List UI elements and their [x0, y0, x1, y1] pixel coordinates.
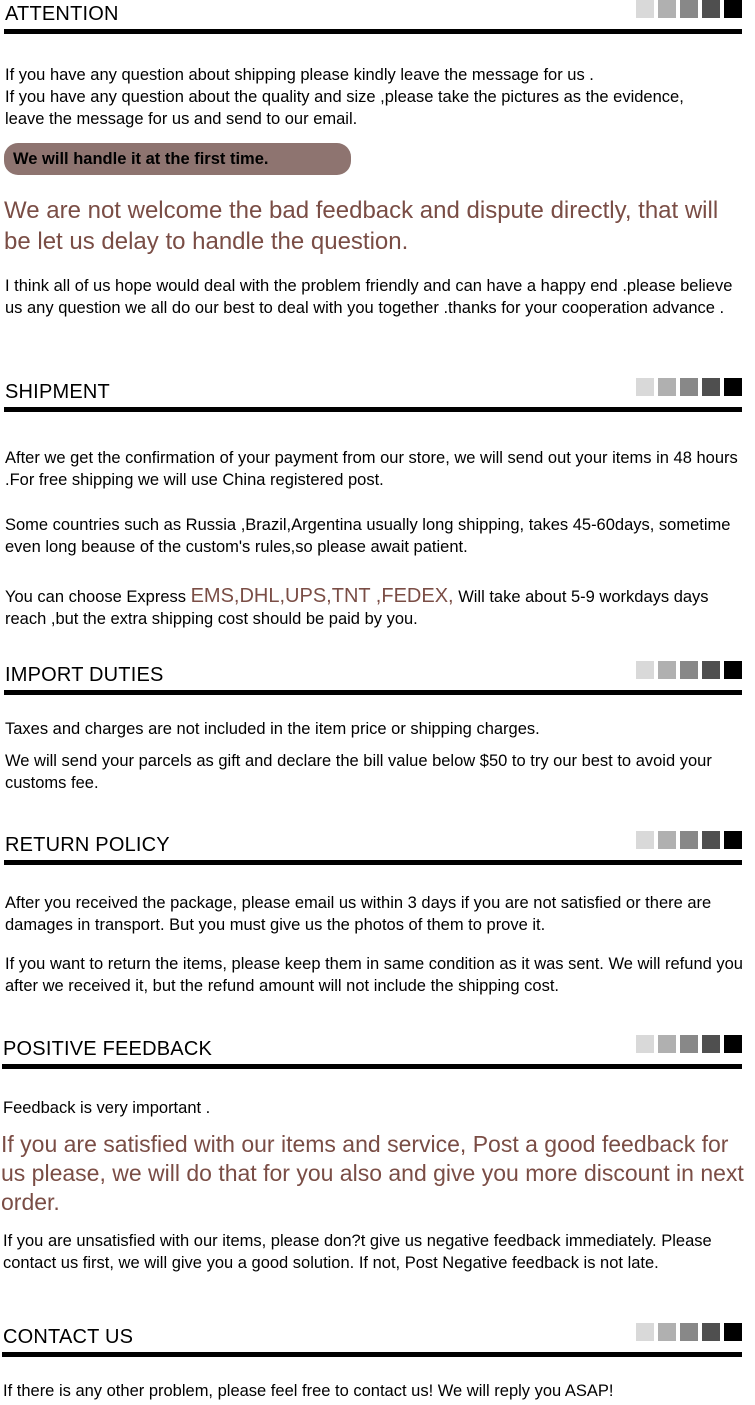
square-icon — [724, 661, 742, 679]
square-icon — [658, 661, 676, 679]
section-divider — [4, 29, 742, 34]
attention-paragraph: If you have any question about shipping please kindly leave the message for us . If you have any question about the quality and size ,please take the pictures as the evidence, leave the message for us and send to our email. — [5, 66, 684, 128]
attention-highlight: We are not welcome the bad feedback and dispute directly, that will be let us delay to handle the question. — [4, 197, 719, 255]
square-icon — [680, 1323, 698, 1341]
import-duties-paragraph: Taxes and charges are not included in the item price or shipping charges. — [5, 720, 540, 738]
section-divider — [4, 407, 742, 412]
square-icon — [702, 1035, 720, 1053]
express-text: You can choose Express — [5, 588, 191, 606]
square-icon — [658, 0, 676, 18]
section-title: RETURN POLICY — [5, 834, 170, 856]
handle-badge: We will handle it at the first time. — [4, 143, 351, 175]
square-icon — [680, 0, 698, 18]
square-icon — [636, 831, 654, 849]
section-divider — [2, 1352, 742, 1357]
square-icon — [680, 378, 698, 396]
section-title: SHIPMENT — [5, 381, 110, 403]
square-icon — [702, 378, 720, 396]
square-icon — [702, 0, 720, 18]
square-icon — [680, 1035, 698, 1053]
contact-us-section — [0, 1323, 755, 1357]
square-icon — [658, 1035, 676, 1053]
attention-section — [0, 0, 755, 34]
square-icon — [636, 378, 654, 396]
contact-paragraph: If there is any other problem, please feel free to contact us! We will reply you ASAP! — [3, 1382, 614, 1400]
decorative-squares — [636, 661, 742, 679]
section-header — [0, 831, 755, 865]
square-icon — [724, 831, 742, 849]
feedback-highlight: If you are satisfied with our items and service, Post a good feedback for us please, we will do that for you also and give you more discount in next order. — [1, 1131, 744, 1215]
import-duties-gift-paragraph: We will send your parcels as gift and declare the bill value below $50 to try our best to avoid your customs fee. — [5, 752, 712, 792]
shipment-express-paragraph — [5, 585, 747, 630]
return-policy-paragraph: After you received the package, please email us within 3 days if you are not satisfied or there are damages in transport. But you must give us the photos of them to prove it. — [5, 894, 712, 934]
section-header — [0, 1323, 755, 1357]
section-divider — [4, 690, 742, 695]
express-text-rest: Will take about 5-9 workdays days reach ,but the extra shipping cost should be paid by you. — [5, 588, 709, 628]
square-icon — [658, 378, 676, 396]
decorative-squares — [636, 0, 742, 18]
decorative-squares — [636, 1323, 742, 1341]
square-icon — [680, 661, 698, 679]
square-icon — [636, 661, 654, 679]
square-icon — [702, 831, 720, 849]
decorative-squares — [636, 1035, 742, 1053]
return-policy-refund-paragraph: If you want to return the items, please keep them in same condition as it was sent. We will refund you after we received it, but the refund amount will not include the shipping cost. — [5, 955, 743, 995]
section-title: IMPORT DUTIES — [5, 664, 164, 686]
section-header — [0, 0, 755, 34]
section-title: ATTENTION — [5, 3, 119, 25]
positive-feedback-section — [0, 1035, 755, 1069]
return-policy-section — [0, 831, 755, 865]
shipment-section — [0, 378, 755, 412]
decorative-squares — [636, 831, 742, 849]
shipment-countries-paragraph: Some countries such as Russia ,Brazil,Argentina usually long shipping, takes 45-60days, sometime even long beause of the custom's rules,so please await patient. — [5, 516, 731, 556]
section-divider — [2, 1064, 742, 1069]
section-title: CONTACT US — [3, 1326, 134, 1348]
carrier-list: EMS,DHL,UPS,TNT ,FEDEX, — [190, 585, 454, 607]
square-icon — [724, 378, 742, 396]
square-icon — [636, 0, 654, 18]
section-header — [0, 661, 755, 695]
feedback-importance-text: Feedback is very important . — [3, 1099, 211, 1117]
section-header — [0, 378, 755, 412]
attention-closing-paragraph: I think all of us hope would deal with the problem friendly and can have a happy end .please believe us any question we all do our best to deal with you together .thanks for your cooperation advance . — [5, 277, 733, 317]
square-icon — [724, 1323, 742, 1341]
section-divider — [4, 860, 742, 865]
square-icon — [636, 1323, 654, 1341]
square-icon — [724, 1035, 742, 1053]
import-duties-section — [0, 661, 755, 695]
square-icon — [702, 1323, 720, 1341]
square-icon — [636, 1035, 654, 1053]
square-icon — [724, 0, 742, 18]
square-icon — [702, 661, 720, 679]
section-title: POSITIVE FEEDBACK — [3, 1038, 213, 1060]
square-icon — [658, 831, 676, 849]
section-header — [0, 1035, 755, 1069]
feedback-negative-paragraph: If you are unsatisfied with our items, please don?t give us negative feedback immediately. Please contact us first, we will give you a good solution. If not, Post Negative feedback is not late. — [3, 1232, 712, 1272]
decorative-squares — [636, 378, 742, 396]
square-icon — [680, 831, 698, 849]
shipment-paragraph: After we get the confirmation of your payment from our store, we will send out your items in 48 hours .For free shipping we will use China registered post. — [5, 449, 738, 489]
square-icon — [658, 1323, 676, 1341]
